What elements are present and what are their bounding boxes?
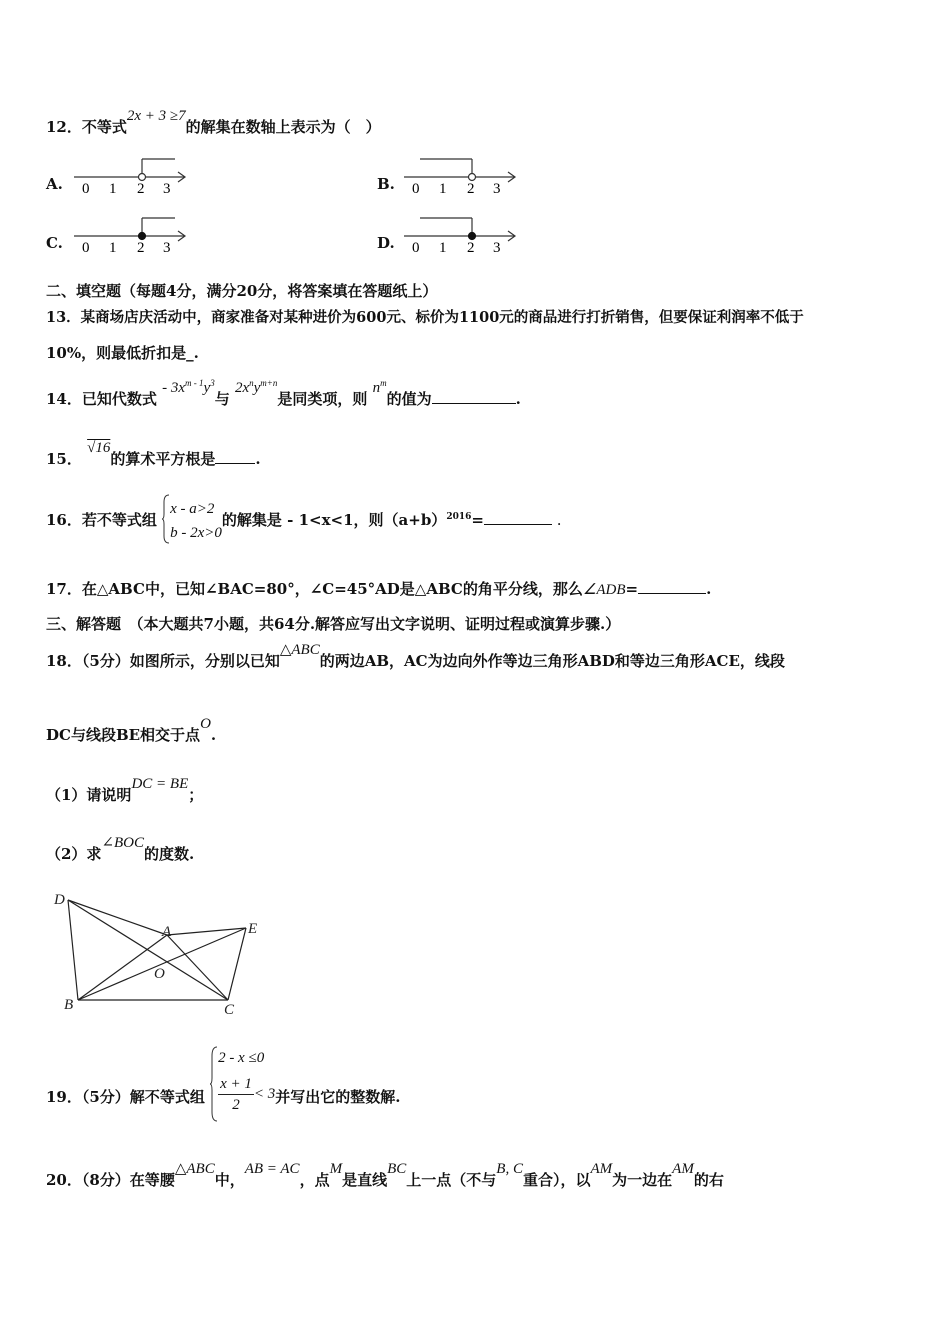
q15-answer-blank[interactable] bbox=[215, 463, 255, 464]
segment-DB bbox=[68, 900, 78, 1000]
segment-EC bbox=[228, 928, 246, 1000]
segment-DC bbox=[68, 900, 228, 1000]
tick-2: 2 bbox=[137, 240, 145, 256]
tick-1: 1 bbox=[109, 240, 117, 256]
tick-1: 1 bbox=[109, 181, 117, 197]
tick-2: 2 bbox=[137, 181, 145, 197]
option-a-number-line[interactable] bbox=[72, 155, 192, 200]
q14-expr-2: $2x^ny^{m+n}$ bbox=[234, 378, 278, 396]
segment-DA bbox=[68, 900, 167, 935]
q16-brace bbox=[162, 494, 170, 548]
tick-1: 1 bbox=[439, 240, 447, 256]
q12-number: 12． bbox=[46, 118, 82, 136]
tick-3: 3 bbox=[163, 240, 171, 256]
q14-answer-blank[interactable] bbox=[432, 403, 516, 404]
q15-sqrt: √16 bbox=[87, 440, 111, 456]
option-d-label: D. bbox=[377, 234, 395, 252]
point-C-label: C bbox=[224, 1002, 235, 1018]
q15-stem: 15． √16的算术平方根是 . bbox=[46, 440, 261, 468]
q18-line-2: DC与线段BE相交于点O. bbox=[46, 716, 217, 744]
q13-line-1: 13．某商场店庆活动中，商家准备对某种进价为600元、标价为1100元的商品进行打折销售，但要保证利润率不低于 bbox=[46, 309, 804, 326]
q17-stem: 17．在△ABC中，已知∠BAC=80°，∠C=45°AD是△ABC的角平分线，那么∠ADB= . bbox=[46, 580, 712, 598]
tick-0: 0 bbox=[412, 240, 420, 256]
q19-system: 2 - x ≤0 $\frac{x + 1}{2}$ < 3 bbox=[210, 1046, 275, 1122]
q16-answer-blank[interactable] bbox=[484, 524, 552, 525]
point-O-label: O bbox=[154, 966, 165, 982]
point-E-label: E bbox=[248, 921, 258, 937]
tick-3: 3 bbox=[163, 181, 171, 197]
tick-0: 0 bbox=[82, 181, 90, 197]
tick-2: 2 bbox=[467, 240, 475, 256]
section-3-heading: 三、解答题 （本大题共7小题，共64分.解答应写出文字说明、证明过程或演算步骤.） bbox=[46, 615, 621, 633]
q14-stem: 14．已知代数式 - $3x^{m - 1}y^3$与 $2x^ny^{m+n}$是同类项，则 $n^m$的值为 . bbox=[46, 378, 521, 408]
tick-2: 2 bbox=[467, 181, 475, 197]
tick-0: 0 bbox=[82, 240, 90, 256]
option-b-label: B. bbox=[377, 175, 395, 193]
point-A-label: A bbox=[162, 924, 172, 940]
q18-part-1: （1）请说明DC = BE； bbox=[46, 776, 204, 804]
q18-geometry-figure bbox=[50, 888, 275, 1018]
option-c-number-line[interactable] bbox=[72, 214, 192, 259]
q14-expr-1: - $3x^{m - 1}y^3$ bbox=[162, 378, 215, 396]
q16-system: x - a>2 b - 2x>0 bbox=[170, 501, 222, 541]
segment-AE bbox=[167, 928, 246, 935]
q12-inequality: 2x + 3 ≥7 bbox=[126, 108, 186, 124]
q12-stem: 12．不等式2x + 3 ≥7的解集在数轴上表示为（ ） bbox=[46, 108, 381, 136]
option-d-number-line[interactable] bbox=[402, 214, 522, 259]
q13-line-2: 10%，则最低折扣是_. bbox=[46, 344, 199, 362]
tick-0: 0 bbox=[412, 181, 420, 197]
q17-answer-blank[interactable] bbox=[638, 593, 706, 594]
q18-line-1: 18．（5分）如图所示，分别以已知△ABC的两边AB，AC为边向外作等边三角形ABD和等边三角形ACE，线段 bbox=[46, 642, 785, 670]
tick-3: 3 bbox=[493, 240, 501, 256]
q14-expr-3: $n^m$ bbox=[372, 378, 387, 396]
tick-1: 1 bbox=[439, 181, 447, 197]
option-b-number-line[interactable] bbox=[402, 155, 522, 200]
q19-stem: 19．（5分）解不等式组 2 - x ≤0 $\frac{x + 1}{2}$ < 3并写出它的整数解. bbox=[46, 1060, 400, 1130]
q18-part-2: （2）求∠BOC的度数. bbox=[46, 835, 195, 863]
option-c-label: C. bbox=[46, 234, 63, 252]
option-a-label: A. bbox=[46, 175, 63, 193]
point-B-label: B bbox=[64, 997, 74, 1013]
q16-stem: 16．若不等式组 x - a>2 b - 2x>0 的解集是 - 1<x<1，则$(a+b)^{2016}=$ . bbox=[46, 494, 562, 548]
tick-3: 3 bbox=[493, 181, 501, 197]
point-D-label: D bbox=[54, 892, 65, 908]
q20-stem: 20．（8分）在等腰△ABC中，AB = AC，点M是直线BC上一点（不与B, C重合），以AM为一边在AM的右 bbox=[46, 1161, 724, 1189]
section-2-heading: 二、填空题（每题4分，满分20分，将答案填在答题纸上） bbox=[46, 282, 438, 300]
